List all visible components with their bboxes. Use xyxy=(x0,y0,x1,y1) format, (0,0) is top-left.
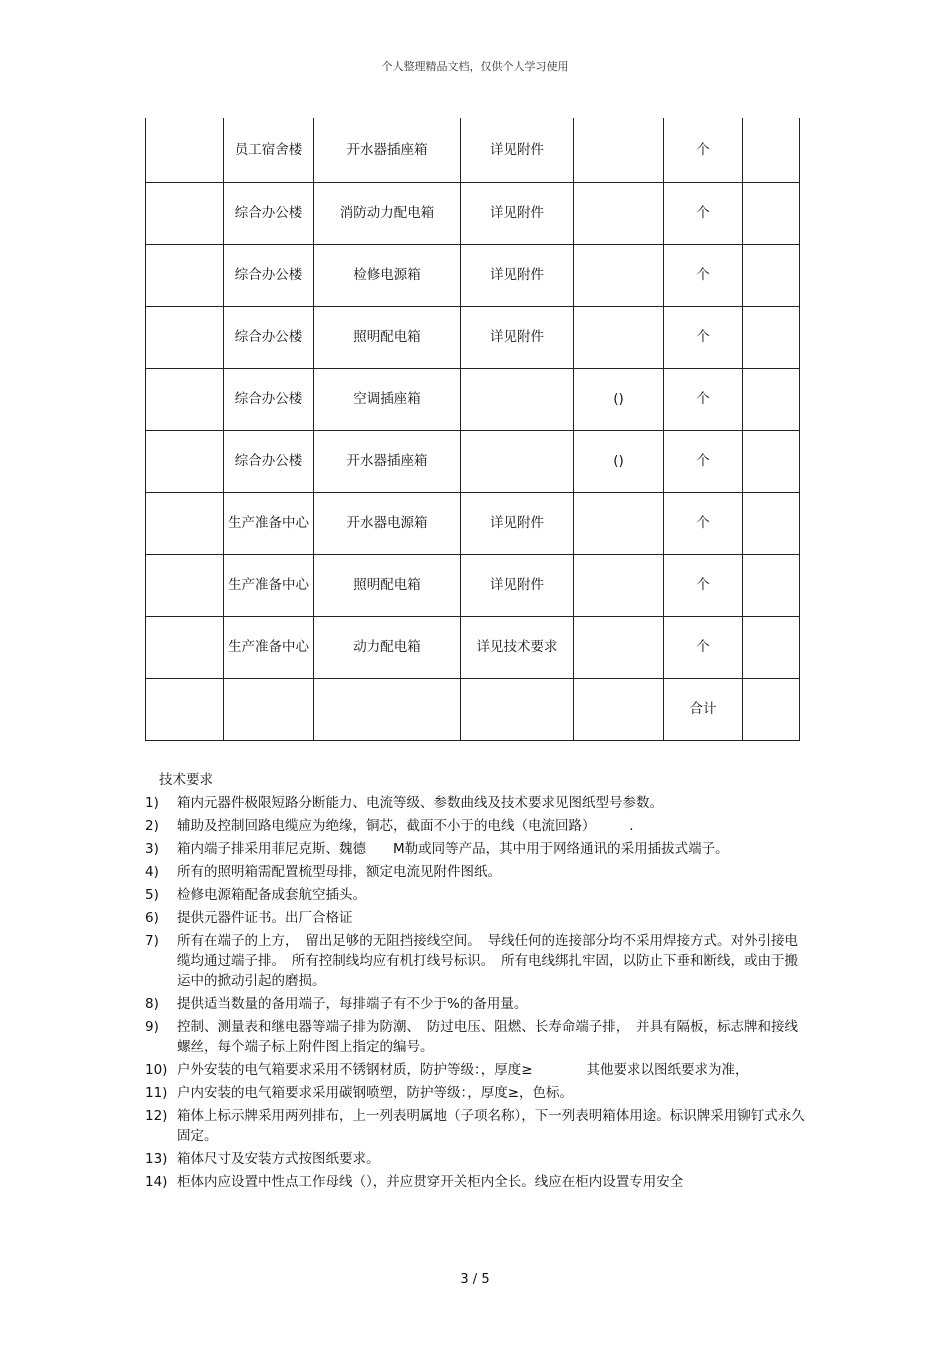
table-cell: 个 xyxy=(664,118,743,182)
table-cell: 生产准备中心 xyxy=(224,554,314,616)
table-cell: 详见附件 xyxy=(461,554,574,616)
requirement-number: 14) xyxy=(145,1174,168,1190)
table-cell xyxy=(461,678,574,740)
table-cell xyxy=(743,678,800,740)
requirement-text: 提供适当数量的备用端子，每排端子有不少于%的备用量。 xyxy=(177,996,528,1012)
equipment-table xyxy=(145,118,800,741)
table-cell: 个 xyxy=(664,616,743,678)
requirement-number: 11) xyxy=(145,1085,168,1101)
table-cell: 详见附件 xyxy=(461,492,574,554)
table-cell xyxy=(574,492,664,554)
table-cell xyxy=(743,430,800,492)
table-cell: 综合办公楼 xyxy=(224,182,314,244)
requirement-item xyxy=(145,1149,805,1169)
technical-requirements xyxy=(145,770,805,1195)
table-cell xyxy=(146,306,224,368)
table-cell xyxy=(743,182,800,244)
table-cell: 照明配电箱 xyxy=(314,554,461,616)
requirement-number: 7) xyxy=(145,933,159,949)
requirement-item xyxy=(145,793,805,813)
table-cell xyxy=(574,678,664,740)
requirement-number: 9) xyxy=(145,1019,159,1035)
requirement-number: 2) xyxy=(145,818,159,834)
requirement-number: 6) xyxy=(145,910,159,926)
table-cell xyxy=(146,430,224,492)
table-cell xyxy=(743,306,800,368)
table-cell: 综合办公楼 xyxy=(224,368,314,430)
table-cell xyxy=(146,678,224,740)
table-cell: 开水器插座箱 xyxy=(314,430,461,492)
table-cell xyxy=(461,368,574,430)
requirement-number: 4) xyxy=(145,864,159,880)
table-cell: 个 xyxy=(664,554,743,616)
table-cell xyxy=(146,554,224,616)
requirement-text: 检修电源箱配备成套航空插头。 xyxy=(177,887,366,903)
table-cell xyxy=(146,182,224,244)
requirement-item xyxy=(145,1083,805,1103)
requirement-number: 5) xyxy=(145,887,159,903)
page-number: 3 / 5 xyxy=(460,1272,490,1287)
requirement-number: 13) xyxy=(145,1151,168,1167)
requirement-item xyxy=(145,1106,805,1146)
requirement-text: 所有的照明箱需配置梳型母排，额定电流见附件图纸。 xyxy=(177,864,501,880)
table-row xyxy=(146,554,800,616)
table-cell: 消防动力配电箱 xyxy=(314,182,461,244)
requirements-list xyxy=(145,793,805,1192)
table-cell: 开水器插座箱 xyxy=(314,118,461,182)
table-row xyxy=(146,244,800,306)
requirement-text: 柜体内应设置中性点工作母线（），并应贯穿开关柜内全长。线应在柜内设置专用安全 xyxy=(177,1174,684,1190)
table-cell: 个 xyxy=(664,492,743,554)
table-cell xyxy=(146,616,224,678)
requirement-number: 1) xyxy=(145,795,159,811)
page-header: 个人整理精品文档，仅供个人学习使用 xyxy=(381,60,569,73)
table-cell: 详见附件 xyxy=(461,244,574,306)
requirement-item xyxy=(145,908,805,928)
requirement-item xyxy=(145,994,805,1014)
table-cell xyxy=(743,368,800,430)
table-cell xyxy=(574,118,664,182)
table-cell xyxy=(146,244,224,306)
table-cell xyxy=(146,118,224,182)
table-row xyxy=(146,492,800,554)
requirement-number: 8) xyxy=(145,996,159,1012)
requirement-item xyxy=(145,885,805,905)
table-row xyxy=(146,368,800,430)
table-cell: 检修电源箱 xyxy=(314,244,461,306)
table-cell: 空调插座箱 xyxy=(314,368,461,430)
table-cell xyxy=(574,306,664,368)
requirement-text: 箱体上标示牌采用两列排布，上一列表明属地（子项名称），下一列表明箱体用途。标识牌采用铆钉式永久固定。 xyxy=(177,1108,805,1144)
table-cell: 综合办公楼 xyxy=(224,430,314,492)
table-row xyxy=(146,430,800,492)
table-row xyxy=(146,616,800,678)
table-cell: 综合办公楼 xyxy=(224,244,314,306)
requirement-text: 箱内元器件极限短路分断能力、电流等级、参数曲线及技术要求见图纸型号参数。 xyxy=(177,795,663,811)
table-cell: 个 xyxy=(664,244,743,306)
requirement-number: 12) xyxy=(145,1108,168,1124)
requirement-text: 箱内端子排采用菲尼克斯、魏德 M勒或同等产品，其中用于网络通讯的采用插拔式端子。 xyxy=(177,841,729,857)
table-cell xyxy=(314,678,461,740)
table-cell: 照明配电箱 xyxy=(314,306,461,368)
table-cell: 综合办公楼 xyxy=(224,306,314,368)
requirement-text: 控制、测量表和继电器等端子排为防潮、 防过电压、阻燃、长寿命端子排， 并具有隔板，标志牌和接线螺丝，每个端子标上附件图上指定的编号。 xyxy=(177,1019,798,1055)
table-cell: 生产准备中心 xyxy=(224,616,314,678)
table-cell xyxy=(146,492,224,554)
requirement-text: 提供元器件证书。出厂合格证 xyxy=(177,910,353,926)
table-cell xyxy=(743,492,800,554)
table-cell xyxy=(461,430,574,492)
requirement-text: 户内安装的电气箱要求采用碳钢喷塑，防护等级：，厚度≥，色标。 xyxy=(177,1085,574,1101)
table-cell xyxy=(743,244,800,306)
table-cell xyxy=(224,678,314,740)
table-cell: 详见附件 xyxy=(461,182,574,244)
requirement-text: 所有在端子的上方， 留出足够的无阻挡接线空间。 导线任何的连接部分均不采用焊接方式。对外引接电缆均通过端子排。 所有控制线均应有机打线号标识。 所有电线绑扎牢固，以防止下垂和断线，或由于搬运中的掀动引起的磨损。 xyxy=(177,933,798,989)
table-cell xyxy=(574,244,664,306)
table-cell: 详见技术要求 xyxy=(461,616,574,678)
table-cell: 开水器电源箱 xyxy=(314,492,461,554)
requirement-item xyxy=(145,931,805,991)
requirement-item xyxy=(145,839,805,859)
equipment-table-body xyxy=(146,118,800,740)
table-cell: 个 xyxy=(664,306,743,368)
table-cell: 详见附件 xyxy=(461,118,574,182)
table-cell: 个 xyxy=(664,368,743,430)
requirement-number: 10) xyxy=(145,1062,168,1078)
table-cell: () xyxy=(574,368,664,430)
table-row xyxy=(146,118,800,182)
requirement-item xyxy=(145,862,805,882)
requirement-text: 户外安装的电气箱要求采用不锈钢材质，防护等级：，厚度≥ 其他要求以图纸要求为准， xyxy=(177,1062,749,1078)
table-cell: 生产准备中心 xyxy=(224,492,314,554)
table-row xyxy=(146,182,800,244)
table-cell: 员工宿舍楼 xyxy=(224,118,314,182)
table-cell xyxy=(743,554,800,616)
table-cell: 详见附件 xyxy=(461,306,574,368)
table-cell xyxy=(146,368,224,430)
table-cell xyxy=(743,118,800,182)
table-row xyxy=(146,678,800,740)
requirement-text: 辅助及控制回路电缆应为绝缘，铜芯，截面不小于的电线（电流回路） . xyxy=(177,818,634,834)
table-cell xyxy=(743,616,800,678)
table-cell xyxy=(574,182,664,244)
requirement-item xyxy=(145,1172,805,1192)
table-cell xyxy=(574,616,664,678)
table-row xyxy=(146,306,800,368)
requirement-text: 箱体尺寸及安装方式按图纸要求。 xyxy=(177,1151,380,1167)
requirement-item xyxy=(145,1017,805,1057)
requirement-number: 3) xyxy=(145,841,159,857)
table-cell xyxy=(574,554,664,616)
requirement-item xyxy=(145,1060,805,1080)
table-cell: 合计 xyxy=(664,678,743,740)
table-cell: () xyxy=(574,430,664,492)
table-cell: 动力配电箱 xyxy=(314,616,461,678)
tech-title: 技术要求 xyxy=(159,772,213,788)
table-cell: 个 xyxy=(664,182,743,244)
table-cell: 个 xyxy=(664,430,743,492)
requirement-item xyxy=(145,816,805,836)
